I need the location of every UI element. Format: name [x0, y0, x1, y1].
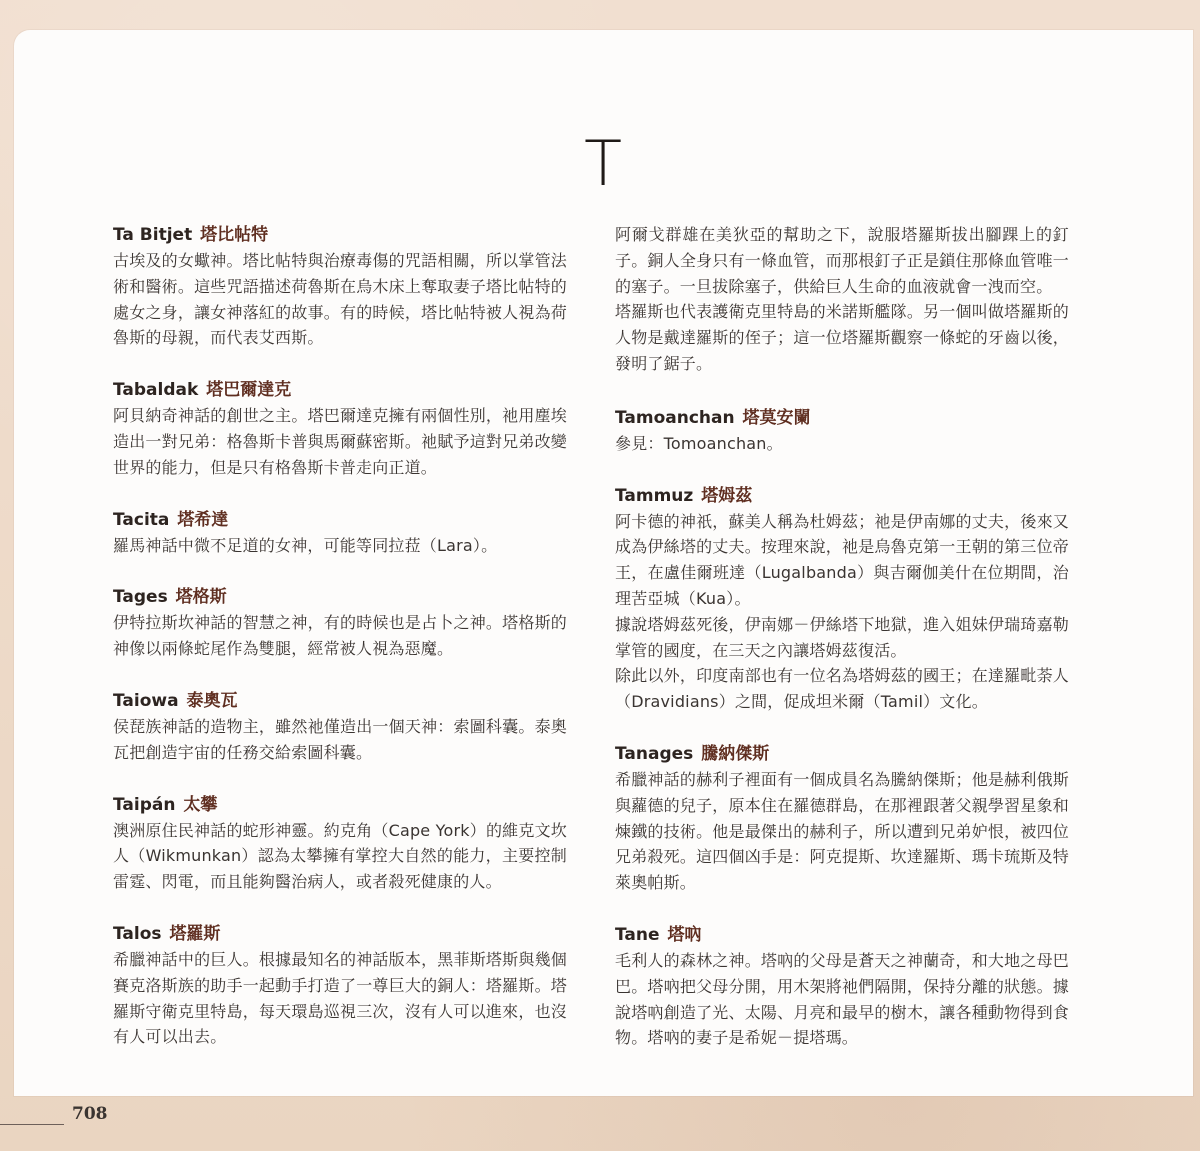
- entry-paragraph: 阿貝納奇神話的創世之主。塔巴爾達克擁有兩個性別，祂用塵埃造出一對兄弟：格魯斯卡普與馬爾蘇密斯。祂賦予這對兄弟改變世界的能力，但是只有格魯斯卡普走向正道。: [113, 406, 567, 477]
- entry-taipan: [113, 793, 567, 895]
- entry-body: [615, 431, 1069, 457]
- entry-tamoanchan: [615, 406, 1069, 457]
- entry-title-en: Tanages: [615, 743, 694, 764]
- footer-rule: [0, 1124, 64, 1125]
- entry-title: [113, 922, 567, 946]
- entry-body: [615, 948, 1069, 1051]
- entry-title: [615, 484, 1069, 508]
- entry-title-en: Tacita: [113, 509, 170, 530]
- entry-ta-bitjet: [113, 223, 567, 351]
- entry-body: [113, 818, 567, 895]
- entry-body: [113, 947, 567, 1050]
- entry-title-zh: 塔吶: [667, 924, 702, 945]
- continued-paragraph: 塔羅斯也代表護衛克里特島的米諾斯艦隊。另一個叫做塔羅斯的人物是戴達羅斯的侄子；這一位塔羅斯觀察一條蛇的牙齒以後，發明了鋸子。: [615, 302, 1069, 373]
- entry-tammuz: [615, 484, 1069, 715]
- page-number: 708: [72, 1104, 108, 1124]
- entry-paragraph: 據說塔姆茲死後，伊南娜－伊絲塔下地獄，進入姐妹伊瑞琦嘉勒掌管的國度，在三天之內讓塔姆茲復活。: [615, 614, 1069, 660]
- entry-paragraph: 除此以外，印度南部也有一位名為塔姆茲的國王；在達羅毗荼人（Dravidians）之間，促成坦米爾（Tamil）文化。: [615, 666, 1069, 712]
- entry-title-en: Ta Bitjet: [113, 225, 193, 245]
- entry-tanages: [615, 742, 1069, 896]
- entry-paragraph: 希臘神話的赫利子裡面有一個成員名為騰納傑斯；他是赫利俄斯與蘿德的兒子，原本住在羅德群島，在那裡跟著父親學習星象和煉鐵的技術。他是最傑出的赫利子，所以遭到兄弟妒恨，被四位兄弟殺死。這四個凶手是：阿克提斯、坎達羅斯、瑪卡琉斯及特萊奧帕斯。: [615, 769, 1069, 893]
- entry-title-en: Talos: [113, 923, 162, 944]
- entry-body: [615, 767, 1069, 896]
- entry-title: [113, 378, 567, 402]
- entry-title-zh: 塔巴爾達克: [206, 380, 292, 401]
- page-paper: [14, 30, 1193, 1096]
- entry-paragraph: 毛利人的森林之神。塔吶的父母是蒼天之神蘭奇，和大地之母巴巴。塔吶把父母分開，用木架將祂們隔開，保持分離的狀態。據說塔吶創造了光、太陽、月亮和最早的樹木，讓各種動物得到食物。塔吶的妻子是希妮－提塔瑪。: [615, 950, 1069, 1048]
- entry-title-zh: 騰納傑斯: [701, 743, 770, 764]
- entry-paragraph: 羅馬神話中微不足道的女神，可能等同拉菈（Lara）。: [113, 535, 498, 555]
- entry-title-en: Taipán: [113, 794, 176, 815]
- entry-title-en: Taiowa: [113, 690, 179, 711]
- entry-taiowa: [113, 689, 567, 766]
- entry-tages: [113, 585, 567, 662]
- entry-tacita: [113, 508, 567, 559]
- entry-title: [113, 508, 567, 532]
- entry-body: [113, 248, 567, 351]
- entry-title-zh: 塔比帖特: [200, 225, 269, 245]
- entry-title: [113, 223, 567, 247]
- entry-title-en: Tammuz: [615, 485, 694, 506]
- entry-title-zh: 泰奧瓦: [186, 690, 238, 711]
- entry-title: [615, 923, 1069, 947]
- entry-title-zh: 塔姆茲: [701, 485, 753, 506]
- entry-title: [113, 793, 567, 817]
- left-column: [113, 223, 567, 1077]
- entry-title: [113, 585, 567, 609]
- entry-title-zh: 塔莫安闌: [742, 407, 811, 428]
- entry-paragraph: 侯琵族神話的造物主，雖然祂僅造出一個天神：索圖科囊。泰奧瓦把創造宇宙的任務交給索圖科囊。: [113, 716, 567, 762]
- section-letter: T: [584, 127, 623, 200]
- entry-paragraph: 阿卡德的神祇，蘇美人稱為杜姆茲；祂是伊南娜的丈夫，後來又成為伊絲塔的丈夫。按理來說，祂是烏魯克第一王朝的第三位帝王，在盧佳爾班達（Lugalbanda）與吉爾伽美什在位期間，治理苦亞城（Kua）。: [615, 511, 1069, 608]
- entry-title-zh: 塔希達: [177, 509, 229, 530]
- entry-title: [113, 689, 567, 713]
- entry-title: [615, 406, 1069, 430]
- entry-body: [113, 403, 567, 480]
- entry-paragraph: 參見：Tomoanchan。: [615, 433, 783, 453]
- entry-paragraph: 澳洲原住民神話的蛇形神靈。約克角（Cape York）的維克文坎人（Wikmunkan）認為太攀擁有掌控大自然的能力，主要控制雷霆、閃電，而且能夠醫治病人，或者殺死健康的人。: [113, 820, 567, 892]
- entry-body: [113, 714, 567, 766]
- entry-tabaldak: [113, 378, 567, 480]
- entry-paragraph: 希臘神話中的巨人。根據最知名的神話版本，黑菲斯塔斯與幾個賽克洛斯族的助手一起動手打造了一尊巨大的銅人：塔羅斯。塔羅斯守衛克里特島，每天環島巡視三次，沒有人可以進來，也沒有人可以出去。: [113, 949, 567, 1047]
- entry-body: [113, 610, 567, 662]
- entry-title: [615, 742, 1069, 766]
- entry-paragraph: 伊特拉斯坎神話的智慧之神，有的時候也是占卜之神。塔格斯的神像以兩條蛇尾作為雙腿，經常被人視為惡魔。: [113, 613, 567, 659]
- entry-title-zh: 塔羅斯: [169, 923, 221, 944]
- entry-title-en: Tabaldak: [113, 380, 199, 401]
- entry-paragraph: 古埃及的女蠍神。塔比帖特與治療毒傷的咒語相關，所以掌管法術和醫術。這些咒語描述荷魯斯在烏木床上奪取妻子塔比帖特的處女之身，讓女神落紅的故事。有的時候，塔比帖特被人視為荷魯斯的母親，而代表艾西斯。: [113, 251, 567, 348]
- entry-title-en: Tamoanchan: [615, 407, 735, 428]
- entry-body: [615, 509, 1069, 715]
- entry-title-zh: 塔格斯: [175, 587, 227, 608]
- entry-body: [113, 533, 567, 559]
- entry-title-en: Tages: [113, 587, 168, 608]
- right-column: [615, 222, 1069, 1078]
- entry-tane: [615, 923, 1069, 1051]
- entry-title-en: Tane: [615, 924, 660, 945]
- entry-talos: [113, 922, 567, 1050]
- continued-paragraph: 阿爾戈群雄在美狄亞的幫助之下，說服塔羅斯拔出腳踝上的釘子。銅人全身只有一條血管，而那根釘子正是鎖住那條血管唯一的塞子。一旦拔除塞子，供給巨人生命的血液就會一洩而空。: [615, 225, 1069, 296]
- entry-title-zh: 太攀: [183, 794, 218, 815]
- talos-continuation: [615, 222, 1069, 377]
